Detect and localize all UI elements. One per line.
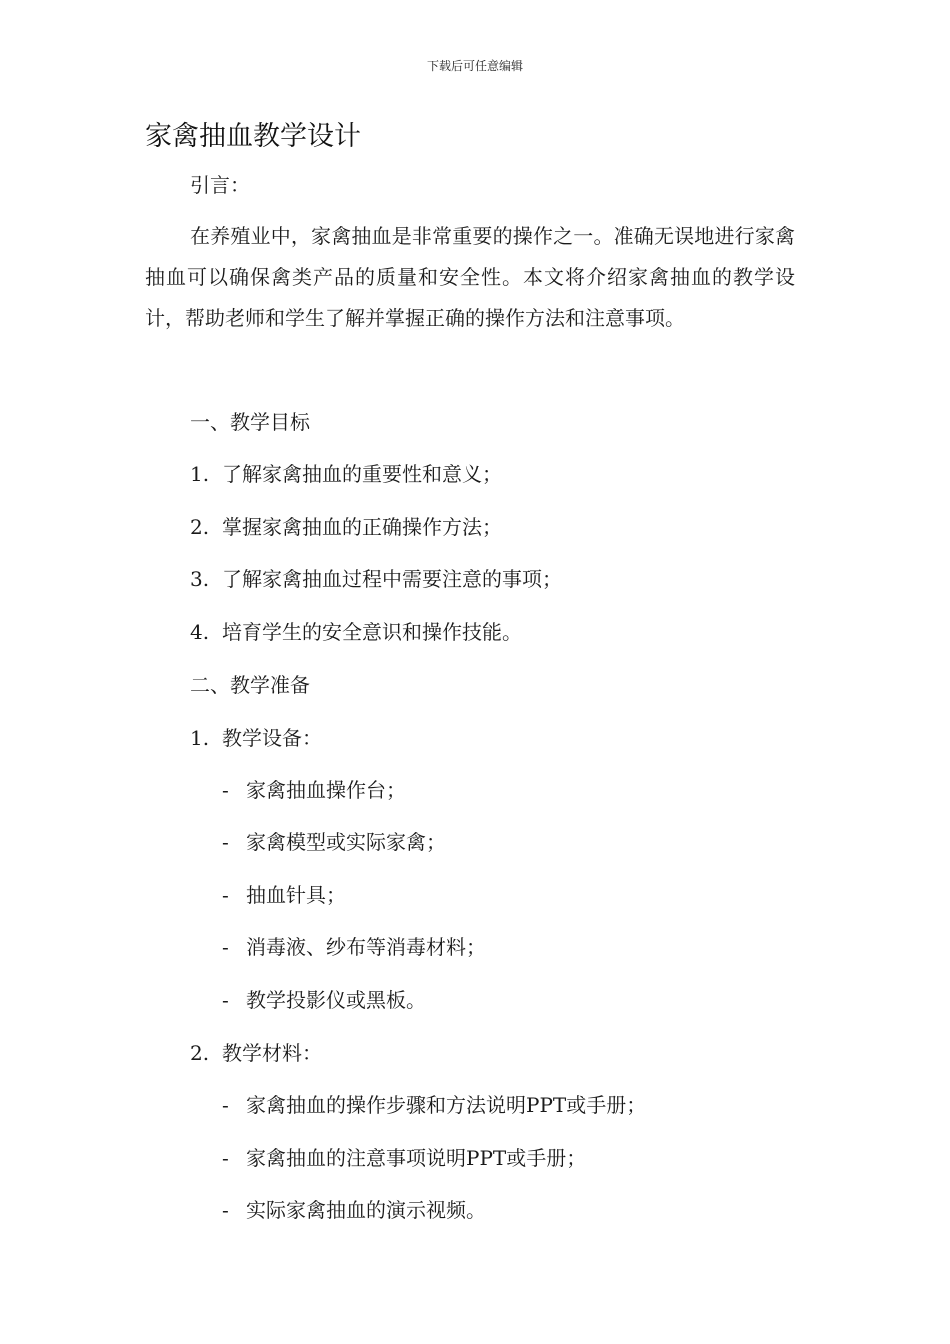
intro-paragraph [145,216,795,339]
dash-bullet: - [222,883,229,907]
material-item [222,1092,646,1118]
section1-heading: 一、教学目标 [190,410,310,434]
list-number: 4. [190,620,210,644]
dash-bullet: - [222,830,229,854]
dash-bullet: - [222,1146,229,1170]
list-item-text: 家禽抽血操作台； [246,778,406,802]
dash-bullet: - [222,1198,229,1222]
list-item-text: 家禽模型或实际家禽； [246,830,446,854]
dash-bullet: - [222,935,229,959]
equipment-item [222,934,486,960]
section2-group-label [190,725,322,751]
list-item-text: 了解家禽抽血的重要性和意义； [222,462,502,486]
material-item [222,1197,486,1223]
equipment-item [222,987,426,1013]
section1-item [190,619,522,645]
list-number: 1. [190,462,210,486]
equipment-item [222,882,346,908]
list-item-text: 教学投影仪或黑板。 [246,988,426,1012]
list-item-text: 家禽抽血的注意事项说明PPT或手册； [246,1146,587,1170]
section2-heading: 二、教学准备 [190,673,310,697]
list-number: 2. [190,1041,210,1065]
list-number: 2. [190,515,210,539]
dash-bullet: - [222,988,229,1012]
intro-label: 引言： [190,173,250,197]
list-item-text: 抽血针具； [246,883,346,907]
list-item-text: 实际家禽抽血的演示视频。 [246,1198,486,1222]
list-number: 1. [190,726,210,750]
section1-item [190,566,562,592]
material-item [222,1145,586,1171]
group-label-text: 教学设备： [222,726,322,750]
section2-group-label [190,1040,322,1066]
list-item-text: 消毒液、纱布等消毒材料； [246,935,486,959]
list-item-text: 掌握家禽抽血的正确操作方法； [222,515,502,539]
dash-bullet: - [222,778,229,802]
dash-bullet: - [222,1093,229,1117]
section1-item [190,461,502,487]
equipment-item [222,829,446,855]
group-label-text: 教学材料： [222,1041,322,1065]
list-item-text: 培育学生的安全意识和操作技能。 [222,620,522,644]
section1-item [190,514,502,540]
document-title: 家禽抽血教学设计 [145,121,361,152]
list-item-text: 家禽抽血的操作步骤和方法说明PPT或手册； [246,1093,647,1117]
intro-paragraph-text: 在养殖业中，家禽抽血是非常重要的操作之一。准确无误地进行家禽抽血可以确保禽类产品的质量和安全性。本文将介绍家禽抽血的教学设计，帮助老师和学生了解并掌握正确的操作方法和注意事项。 [145,224,795,330]
page-header-note: 下载后可任意编辑 [426,59,523,73]
equipment-item [222,777,406,803]
list-item-text: 了解家禽抽血过程中需要注意的事项； [222,567,562,591]
list-number: 3. [190,567,210,591]
